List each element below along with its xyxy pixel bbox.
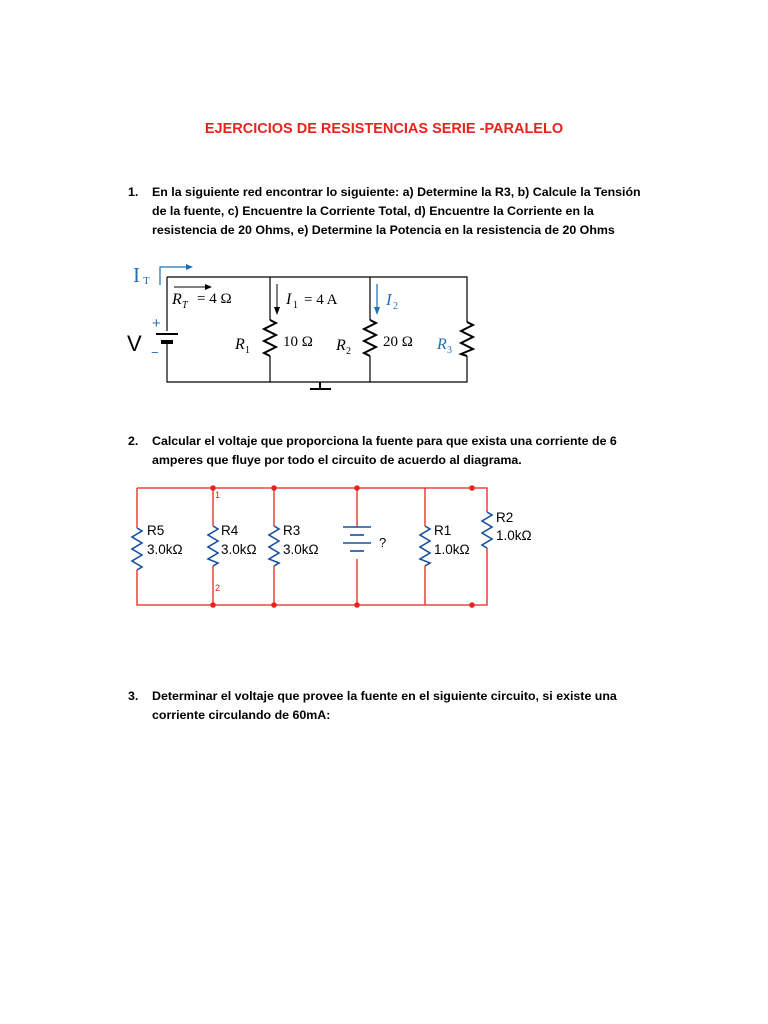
junction-node (354, 602, 360, 608)
r3-label: R (437, 336, 447, 353)
i2-subscript: 2 (393, 301, 398, 312)
junction-node (210, 602, 216, 608)
rt-subscript: T (182, 300, 188, 311)
r2-value: 1.0kΩ (496, 528, 532, 543)
problem-text: Determinar el voltaje que provee la fuente en el siguiente circuito, si existe una corriente circulando de 60mA: (152, 689, 617, 722)
r1-subscript: 1 (245, 345, 250, 356)
voltage-label: V (127, 331, 142, 356)
resistor-r2 (482, 512, 492, 548)
r3-subscript: 3 (447, 345, 452, 356)
junction-node (271, 485, 277, 491)
node-label-1: 1 (215, 490, 221, 500)
page-title: EJERCICIOS DE RESISTENCIAS SERIE -PARALELO (204, 121, 564, 137)
resistor-r3 (269, 526, 279, 566)
junction-node (354, 485, 360, 491)
rt-label: R (172, 291, 182, 308)
resistor-r4 (208, 526, 218, 566)
problem-text: Calcular el voltaje que proporciona la fuente para que exista una corriente de 6 amperes que fluye por todo el circuito de acuerdo al diagrama. (152, 434, 617, 467)
r4-value: 3.0kΩ (221, 542, 257, 557)
resistor-r1 (420, 526, 430, 566)
problem-number: 1. (128, 185, 139, 199)
wire (137, 488, 487, 512)
r3-name: R3 (283, 523, 301, 538)
i1-label: I (286, 291, 292, 308)
i1-value: = 4 A (304, 292, 338, 308)
i1-subscript: 1 (293, 300, 298, 311)
source-value: ? (379, 535, 387, 550)
plus-sign: + (152, 315, 161, 332)
i2-label: I (386, 290, 392, 309)
problem-number: 2. (128, 434, 139, 448)
junction-node (469, 602, 475, 608)
r1-value: 1.0kΩ (434, 542, 470, 557)
resistor-r5 (132, 528, 142, 570)
r2-label: R (336, 337, 346, 354)
r2-value: 20 Ω (383, 334, 413, 350)
r1-label: R (235, 336, 245, 353)
minus-sign: − (151, 345, 159, 360)
r2-subscript: 2 (346, 346, 351, 357)
r5-value: 3.0kΩ (147, 542, 183, 557)
r1-value: 10 Ω (283, 334, 313, 350)
r4-name: R4 (221, 523, 239, 538)
it-subscript: T (143, 275, 150, 287)
r5-name: R5 (147, 523, 165, 538)
rt-value: = 4 Ω (197, 291, 232, 307)
problem-text: En la siguiente red encontrar lo siguiente: a) Determine la R3, b) Calcule la Tensión de la fuente, c) Encuentre la Corriente Total, d) Encuentre la Corriente en la resistencia de 20 Ohms, e) Determine la Potencia en la resistencia de 20 Ohms (152, 185, 641, 237)
it-label: I (133, 263, 140, 287)
problem-number: 3. (128, 689, 139, 703)
node-label-2: 2 (215, 583, 221, 593)
junction-node (271, 602, 277, 608)
r2-name: R2 (496, 510, 514, 525)
r1-name: R1 (434, 523, 452, 538)
r3-value: 3.0kΩ (283, 542, 319, 557)
junction-node (469, 485, 475, 491)
